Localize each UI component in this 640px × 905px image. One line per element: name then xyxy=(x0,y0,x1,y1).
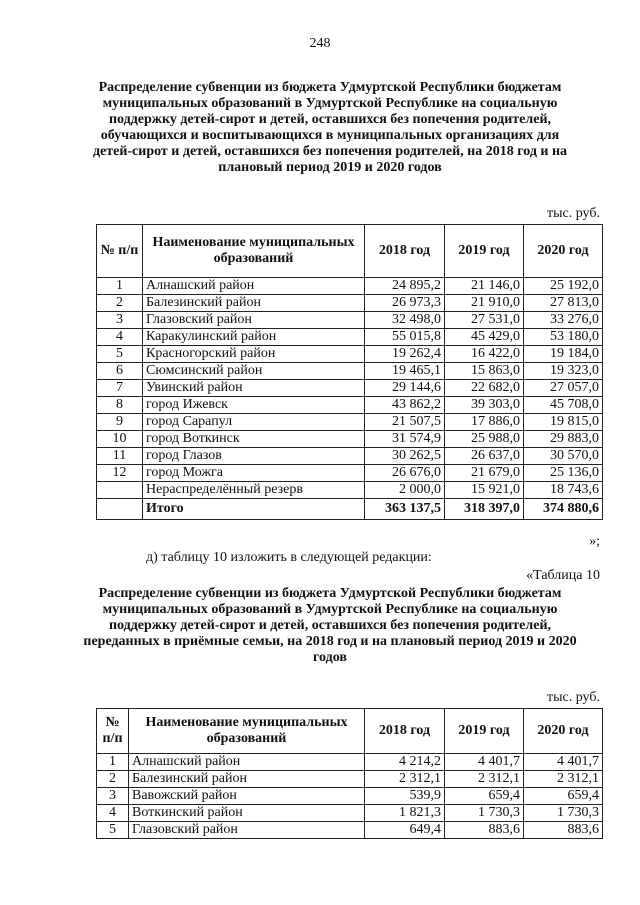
row-2018: 4 214,2 xyxy=(365,754,445,771)
table9-total-row xyxy=(97,499,603,520)
row-2019: 21 910,0 xyxy=(445,295,524,312)
row-index xyxy=(97,482,143,499)
table9-header-row xyxy=(97,225,603,278)
table9-row xyxy=(97,278,603,295)
row-2020: 27 057,0 xyxy=(524,380,603,397)
row-index: 3 xyxy=(97,788,129,805)
col-header-number: № п/п xyxy=(97,709,129,754)
row-index: 2 xyxy=(97,771,129,788)
table9-units: тыс. руб. xyxy=(547,206,600,221)
table9-row xyxy=(97,431,603,448)
row-2020: 45 708,0 xyxy=(524,397,603,414)
row-name: город Воткинск xyxy=(143,431,365,448)
row-name: город Сарапул xyxy=(143,414,365,431)
row-index: 7 xyxy=(97,380,143,397)
row-2018: 539,9 xyxy=(365,788,445,805)
closing-quote: »; xyxy=(589,534,600,549)
total-2018: 363 137,5 xyxy=(365,499,445,520)
row-name: Нераспределённый резерв xyxy=(143,482,365,499)
row-2018: 21 507,5 xyxy=(365,414,445,431)
row-index: 1 xyxy=(97,754,129,771)
row-index: 10 xyxy=(97,431,143,448)
row-2019: 39 303,0 xyxy=(445,397,524,414)
row-2019: 22 682,0 xyxy=(445,380,524,397)
row-2018: 19 262,4 xyxy=(365,346,445,363)
row-2018: 24 895,2 xyxy=(365,278,445,295)
table10-title: Распределение субвенции из бюджета Удмуртской Республики бюджетам муниципальных образований в Удмуртской Республике на социальную поддержку детей-сирот и детей, оставшихся без попечения родителей, переданных в приёмные семьи, на 2018 год и на плановый период 2019 и 2020 годов xyxy=(83,586,577,665)
col-header-2019: 2019 год xyxy=(445,709,524,754)
row-index: 6 xyxy=(97,363,143,380)
row-2019: 1 730,3 xyxy=(445,805,524,822)
row-2020: 4 401,7 xyxy=(524,754,603,771)
table9-row xyxy=(97,295,603,312)
row-name: Алнашский район xyxy=(143,278,365,295)
row-2018: 2 312,1 xyxy=(365,771,445,788)
row-2019: 15 863,0 xyxy=(445,363,524,380)
table10-label: «Таблица 10 xyxy=(526,568,600,583)
page-number: 248 xyxy=(309,36,331,51)
row-2020: 30 570,0 xyxy=(524,448,603,465)
row-name: город Глазов xyxy=(143,448,365,465)
table9 xyxy=(96,224,603,520)
row-2018: 1 821,3 xyxy=(365,805,445,822)
row-index: 4 xyxy=(97,329,143,346)
row-2020: 53 180,0 xyxy=(524,329,603,346)
row-2019: 659,4 xyxy=(445,788,524,805)
row-2020: 2 312,1 xyxy=(524,771,603,788)
row-2020: 27 813,0 xyxy=(524,295,603,312)
row-2020: 19 323,0 xyxy=(524,363,603,380)
col-header-name: Наименование муниципальных образований xyxy=(129,709,365,754)
row-2020: 25 136,0 xyxy=(524,465,603,482)
row-2019: 16 422,0 xyxy=(445,346,524,363)
table9-row xyxy=(97,329,603,346)
row-index: 9 xyxy=(97,414,143,431)
row-name: город Ижевск xyxy=(143,397,365,414)
table9-row xyxy=(97,363,603,380)
table10-row xyxy=(97,822,603,839)
row-2019: 2 312,1 xyxy=(445,771,524,788)
table10-row xyxy=(97,754,603,771)
row-index: 4 xyxy=(97,805,129,822)
table10-row xyxy=(97,771,603,788)
table9-row xyxy=(97,465,603,482)
row-name: Глазовский район xyxy=(129,822,365,839)
row-2018: 43 862,2 xyxy=(365,397,445,414)
row-index: 8 xyxy=(97,397,143,414)
table10-units: тыс. руб. xyxy=(547,690,600,705)
row-index: 5 xyxy=(97,346,143,363)
row-2019: 26 637,0 xyxy=(445,448,524,465)
row-2019: 4 401,7 xyxy=(445,754,524,771)
row-2019: 883,6 xyxy=(445,822,524,839)
total-2019: 318 397,0 xyxy=(445,499,524,520)
row-name: Воткинский район xyxy=(129,805,365,822)
row-2020: 18 743,6 xyxy=(524,482,603,499)
row-name: Балезинский район xyxy=(129,771,365,788)
row-2018: 29 144,6 xyxy=(365,380,445,397)
col-header-2018: 2018 год xyxy=(365,709,445,754)
table10-header-row xyxy=(97,709,603,754)
table10-row xyxy=(97,788,603,805)
row-name: Увинский район xyxy=(143,380,365,397)
col-header-2020: 2020 год xyxy=(524,709,603,754)
row-2019: 21 146,0 xyxy=(445,278,524,295)
row-name: Алнашский район xyxy=(129,754,365,771)
row-index: 2 xyxy=(97,295,143,312)
row-2019: 45 429,0 xyxy=(445,329,524,346)
table9-row xyxy=(97,397,603,414)
total-index xyxy=(97,499,143,520)
row-2018: 26 973,3 xyxy=(365,295,445,312)
table9-row xyxy=(97,482,603,499)
row-2018: 2 000,0 xyxy=(365,482,445,499)
row-2020: 883,6 xyxy=(524,822,603,839)
row-index: 5 xyxy=(97,822,129,839)
row-name: Вавожский район xyxy=(129,788,365,805)
row-index: 3 xyxy=(97,312,143,329)
row-index: 1 xyxy=(97,278,143,295)
table9-row xyxy=(97,312,603,329)
row-2018: 55 015,8 xyxy=(365,329,445,346)
row-2019: 15 921,0 xyxy=(445,482,524,499)
table9-row xyxy=(97,380,603,397)
table9-row xyxy=(97,346,603,363)
row-2019: 17 886,0 xyxy=(445,414,524,431)
table9-row xyxy=(97,414,603,431)
table10-row xyxy=(97,805,603,822)
row-name: Сюмсинский район xyxy=(143,363,365,380)
row-2020: 659,4 xyxy=(524,788,603,805)
row-2020: 19 815,0 xyxy=(524,414,603,431)
row-2018: 649,4 xyxy=(365,822,445,839)
col-header-2018: 2018 год xyxy=(365,225,445,278)
row-2020: 19 184,0 xyxy=(524,346,603,363)
row-name: город Можга xyxy=(143,465,365,482)
row-index: 11 xyxy=(97,448,143,465)
row-2019: 25 988,0 xyxy=(445,431,524,448)
row-2020: 29 883,0 xyxy=(524,431,603,448)
instruction-text: д) таблицу 10 изложить в следующей редакции: xyxy=(146,550,432,565)
row-2018: 31 574,9 xyxy=(365,431,445,448)
row-2018: 19 465,1 xyxy=(365,363,445,380)
row-2018: 32 498,0 xyxy=(365,312,445,329)
row-2020: 1 730,3 xyxy=(524,805,603,822)
row-2019: 27 531,0 xyxy=(445,312,524,329)
table9-row xyxy=(97,448,603,465)
table10 xyxy=(96,708,603,839)
row-2019: 21 679,0 xyxy=(445,465,524,482)
row-2018: 30 262,5 xyxy=(365,448,445,465)
row-2018: 26 676,0 xyxy=(365,465,445,482)
row-2020: 33 276,0 xyxy=(524,312,603,329)
row-name: Глазовский район xyxy=(143,312,365,329)
row-name: Каракулинский район xyxy=(143,329,365,346)
total-label: Итого xyxy=(143,499,365,520)
row-index: 12 xyxy=(97,465,143,482)
row-name: Балезинский район xyxy=(143,295,365,312)
table9-title: Распределение субвенции из бюджета Удмуртской Республики бюджетам муниципальных образований в Удмуртской Республике на социальную поддержку детей-сирот и детей, оставшихся без попечения родителей, обучающихся и воспитывающихся в муниципальных организациях для детей-сирот и детей, оставшихся без попечения родителей, на 2018 год и на плановый период 2019 и 2020 годов xyxy=(92,80,568,175)
col-header-2019: 2019 год xyxy=(445,225,524,278)
col-header-2020: 2020 год xyxy=(524,225,603,278)
total-2020: 374 880,6 xyxy=(524,499,603,520)
row-2020: 25 192,0 xyxy=(524,278,603,295)
row-name: Красногорский район xyxy=(143,346,365,363)
col-header-name: Наименование муниципальных образований xyxy=(143,225,365,278)
col-header-number: № п/п xyxy=(97,225,143,278)
